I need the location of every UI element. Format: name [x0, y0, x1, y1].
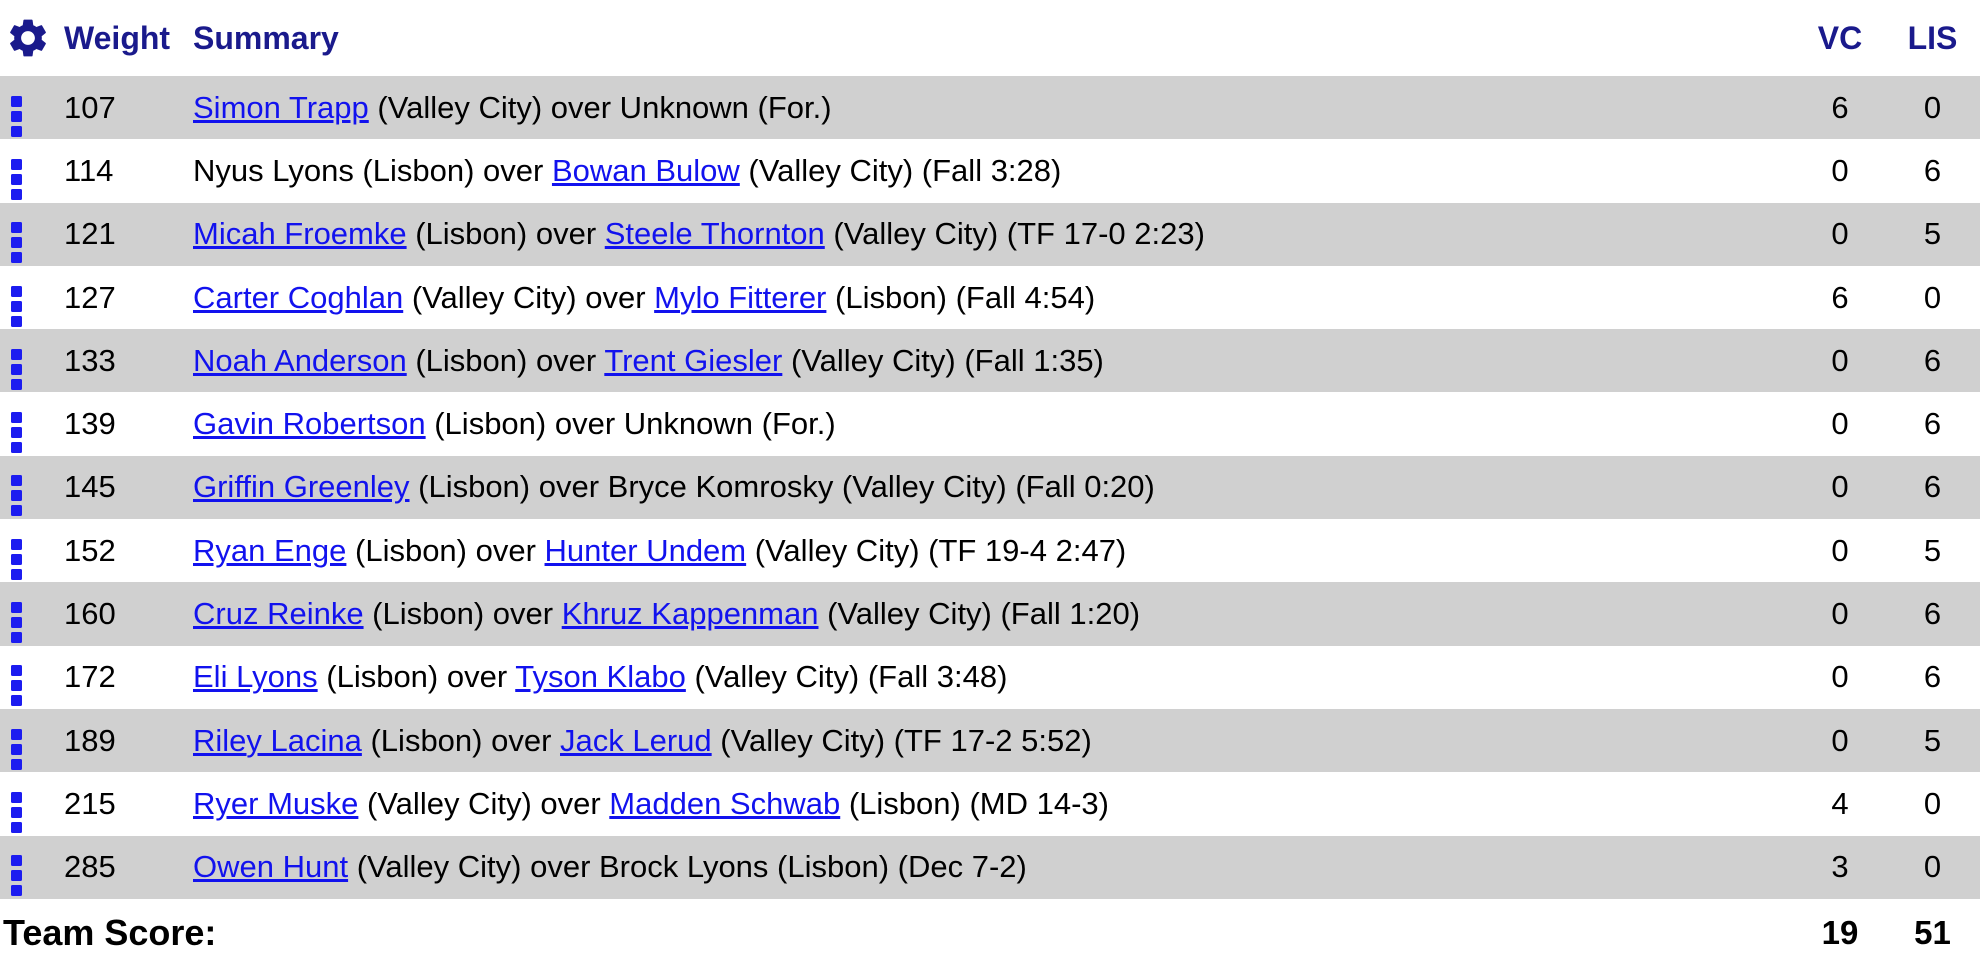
wrestler-link[interactable]: Owen Hunt — [193, 849, 349, 885]
summary-text: (Lisbon) over — [406, 216, 605, 252]
match-row — [0, 139, 1980, 202]
match-row — [0, 582, 1980, 645]
summary-text: (Valley City) over — [358, 785, 610, 821]
summary-text: (Valley City) over Unknown (For.) — [368, 89, 832, 125]
lis-points: 6 — [1923, 596, 1942, 632]
match-summary — [193, 280, 1795, 316]
vc-points: 6 — [1831, 89, 1849, 125]
weight-class: 145 — [64, 469, 116, 505]
summary-text: (Lisbon) over — [406, 342, 605, 378]
summary-text: (Lisbon) over — [363, 596, 562, 632]
match-row — [0, 266, 1980, 329]
vc-points: 0 — [1831, 532, 1849, 568]
vc-points: 4 — [1831, 785, 1849, 821]
lis-points: 6 — [1923, 152, 1942, 188]
summary-text: (Valley City) (Fall 3:48) — [685, 659, 1008, 695]
row-menu-icon[interactable] — [11, 412, 22, 453]
weight-column-header: Weight — [64, 19, 171, 56]
match-summary — [193, 533, 1795, 569]
vc-column-header: VC — [1817, 19, 1863, 56]
vc-points: 0 — [1831, 659, 1849, 695]
summary-text: (Valley City) (TF 17-2 5:52) — [711, 722, 1092, 758]
row-menu-icon[interactable] — [11, 792, 22, 833]
row-menu-cell — [0, 142, 64, 200]
match-row — [0, 772, 1980, 835]
summary-text: (Lisbon) (Fall 4:54) — [826, 279, 1096, 315]
vc-points: 6 — [1831, 279, 1849, 315]
row-menu-icon[interactable] — [11, 349, 22, 390]
row-menu-cell — [0, 79, 64, 137]
lis-points: 0 — [1923, 849, 1942, 885]
row-menu-cell — [0, 395, 64, 453]
row-menu-icon[interactable] — [11, 159, 22, 200]
row-menu-cell — [0, 269, 64, 327]
summary-text: (Lisbon) over Bryce Komrosky (Valley City) (Fall 0:20) — [409, 469, 1155, 505]
weight-class: 127 — [64, 279, 116, 315]
wrestler-link[interactable]: Madden Schwab — [609, 785, 841, 821]
weight-class: 121 — [64, 216, 116, 252]
weight-class: 160 — [64, 596, 116, 632]
match-summary — [193, 659, 1795, 695]
wrestler-link[interactable]: Mylo Fitterer — [654, 279, 827, 315]
match-row — [0, 203, 1980, 266]
row-menu-icon[interactable] — [11, 222, 22, 263]
row-menu-icon[interactable] — [11, 286, 22, 327]
summary-text: (Valley City) (Fall 1:20) — [818, 596, 1141, 632]
row-menu-cell — [0, 712, 64, 770]
wrestler-link[interactable]: Eli Lyons — [193, 659, 318, 695]
wrestler-link[interactable]: Micah Froemke — [193, 216, 407, 252]
wrestler-link[interactable]: Hunter Undem — [544, 532, 747, 568]
match-summary — [193, 849, 1795, 885]
lis-points: 6 — [1923, 469, 1942, 505]
wrestler-link[interactable]: Carter Coghlan — [193, 279, 404, 315]
summary-text: (Lisbon) over — [317, 659, 516, 695]
weight-class: 189 — [64, 722, 116, 758]
wrestler-link[interactable]: Ryer Muske — [193, 785, 359, 821]
vc-points: 0 — [1831, 342, 1849, 378]
lis-points: 5 — [1923, 216, 1942, 252]
match-row — [0, 836, 1980, 899]
lis-points: 5 — [1923, 532, 1942, 568]
table-header — [0, 0, 1980, 76]
match-summary — [193, 786, 1795, 822]
row-menu-cell — [0, 775, 64, 833]
wrestler-link[interactable]: Gavin Robertson — [193, 406, 426, 442]
row-menu-icon[interactable] — [11, 539, 22, 580]
weight-class: 215 — [64, 785, 116, 821]
row-menu-cell — [0, 332, 64, 390]
match-row — [0, 76, 1980, 139]
wrestler-link[interactable]: Riley Lacina — [193, 722, 362, 758]
match-row — [0, 646, 1980, 709]
weight-class: 285 — [64, 849, 116, 885]
row-menu-icon[interactable] — [11, 855, 22, 896]
lis-points: 5 — [1923, 722, 1942, 758]
lis-column-header: LIS — [1907, 19, 1958, 56]
team-score-row — [0, 899, 1980, 966]
summary-text: (Valley City) (TF 17-0 2:23) — [824, 216, 1205, 252]
row-menu-icon[interactable] — [11, 602, 22, 643]
summary-text: (Valley City) (Fall 1:35) — [782, 342, 1104, 378]
weight-class: 114 — [64, 152, 114, 188]
vc-points: 0 — [1831, 406, 1849, 442]
gear-icon[interactable] — [5, 15, 51, 61]
weight-class: 139 — [64, 406, 116, 442]
match-summary — [193, 596, 1795, 632]
summary-text: (Lisbon) (MD 14-3) — [840, 785, 1109, 821]
wrestler-link[interactable]: Cruz Reinke — [193, 596, 364, 632]
row-menu-cell — [0, 648, 64, 706]
row-menu-cell — [0, 585, 64, 643]
wrestler-link[interactable]: Noah Anderson — [193, 342, 407, 378]
vc-points: 0 — [1831, 152, 1849, 188]
weight-class: 107 — [64, 89, 116, 125]
summary-text: (Lisbon) over Unknown (For.) — [425, 406, 836, 442]
settings-cell — [0, 15, 64, 61]
summary-text: (Valley City) (Fall 3:28) — [739, 152, 1062, 188]
row-menu-icon[interactable] — [11, 96, 22, 137]
summary-text: Nyus Lyons (Lisbon) over — [193, 152, 552, 188]
vc-points: 0 — [1831, 216, 1849, 252]
lis-team-total: 51 — [1914, 914, 1951, 952]
vc-points: 0 — [1831, 722, 1849, 758]
summary-column-header: Summary — [193, 19, 339, 56]
weight-class: 152 — [64, 532, 116, 568]
weight-class: 172 — [64, 659, 116, 695]
wrestler-link[interactable]: Steele Thornton — [604, 216, 825, 252]
row-menu-icon[interactable] — [11, 729, 22, 770]
match-row — [0, 456, 1980, 519]
match-summary — [193, 343, 1795, 379]
wrestler-link[interactable]: Trent Giesler — [604, 342, 783, 378]
results-table-body — [0, 76, 1980, 899]
match-row — [0, 709, 1980, 772]
row-menu-cell — [0, 205, 64, 263]
summary-text: (Lisbon) over — [361, 722, 561, 758]
summary-text: (Lisbon) over — [346, 532, 545, 568]
row-menu-cell — [0, 838, 64, 896]
summary-text: (Valley City) over — [403, 279, 655, 315]
row-menu-icon[interactable] — [11, 665, 22, 706]
summary-text: (Valley City) over Brock Lyons (Lisbon) (Dec 7-2) — [348, 849, 1027, 885]
wrestler-link[interactable]: Ryan Enge — [193, 532, 347, 568]
match-summary — [193, 153, 1795, 189]
wrestler-link[interactable]: Griffin Greenley — [193, 469, 410, 505]
vc-team-total: 19 — [1821, 914, 1859, 952]
vc-points: 0 — [1831, 596, 1849, 632]
row-menu-cell — [0, 522, 64, 580]
lis-points: 0 — [1923, 89, 1942, 125]
team-score-label: Team Score: — [3, 912, 217, 954]
match-summary — [193, 216, 1795, 252]
vc-points: 0 — [1831, 469, 1849, 505]
wrestler-link[interactable]: Simon Trapp — [193, 89, 369, 125]
weight-class: 133 — [64, 342, 116, 378]
wrestler-link[interactable]: Khruz Kappenman — [561, 596, 819, 632]
wrestler-link[interactable]: Tyson Klabo — [515, 659, 686, 695]
wrestler-link[interactable]: Jack Lerud — [560, 722, 712, 758]
lis-points: 6 — [1923, 342, 1942, 378]
match-summary — [193, 406, 1795, 442]
match-row — [0, 329, 1980, 392]
lis-points: 0 — [1923, 785, 1942, 821]
match-summary — [193, 469, 1795, 505]
row-menu-icon[interactable] — [11, 475, 22, 516]
wrestler-link[interactable]: Bowan Bulow — [551, 152, 740, 188]
match-row — [0, 519, 1980, 582]
match-summary — [193, 723, 1795, 759]
summary-text: (Valley City) (TF 19-4 2:47) — [746, 532, 1127, 568]
lis-points: 6 — [1923, 406, 1942, 442]
vc-points: 3 — [1831, 849, 1849, 885]
match-row — [0, 392, 1980, 455]
lis-points: 0 — [1923, 279, 1942, 315]
lis-points: 6 — [1923, 659, 1942, 695]
row-menu-cell — [0, 458, 64, 516]
match-summary — [193, 90, 1795, 126]
